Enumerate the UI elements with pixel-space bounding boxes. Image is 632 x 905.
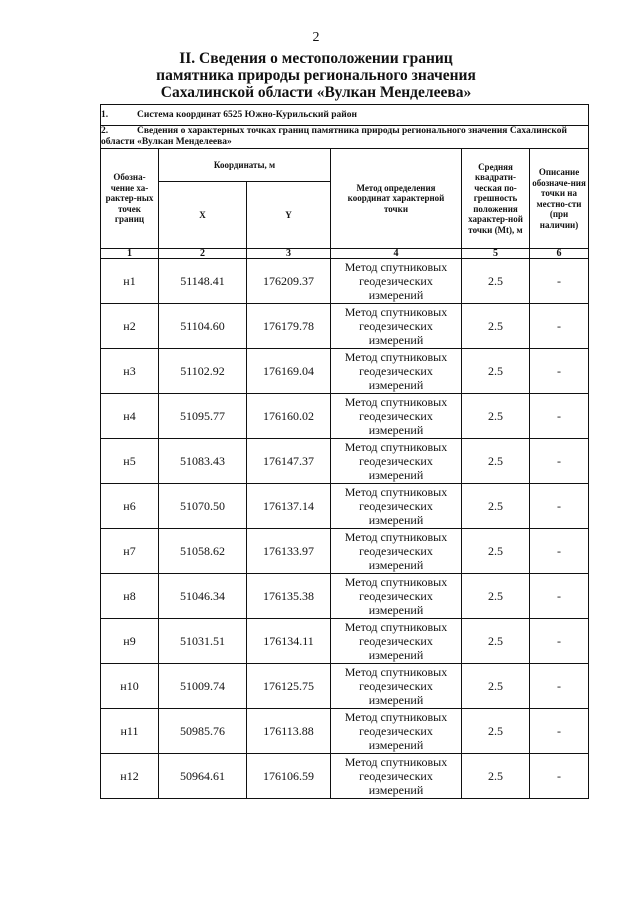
description-value: - bbox=[530, 439, 589, 484]
y-value: 176113.88 bbox=[247, 709, 331, 754]
method-value: Метод спутниковых геодезических измерений bbox=[331, 304, 462, 349]
table-row bbox=[101, 529, 589, 574]
x-value: 51083.43 bbox=[159, 439, 247, 484]
point-label: н10 bbox=[101, 664, 159, 709]
y-value: 176160.02 bbox=[247, 394, 331, 439]
y-value: 176125.75 bbox=[247, 664, 331, 709]
accuracy-value: 2.5 bbox=[462, 754, 530, 799]
description-value: - bbox=[530, 619, 589, 664]
accuracy-value: 2.5 bbox=[462, 709, 530, 754]
table-row bbox=[101, 664, 589, 709]
header-coordinates: Координаты, м bbox=[159, 149, 331, 182]
header-description: Описание обозначе-ния точки на местно-сти (при наличии) bbox=[530, 149, 589, 249]
accuracy-value: 2.5 bbox=[462, 304, 530, 349]
method-value: Метод спутниковых геодезических измерений bbox=[331, 529, 462, 574]
header-point: Обозна-чение ха-рактер-ных точек границ bbox=[101, 149, 159, 249]
y-value: 176106.59 bbox=[247, 754, 331, 799]
method-value: Метод спутниковых геодезических измерений bbox=[331, 619, 462, 664]
x-value: 50964.61 bbox=[159, 754, 247, 799]
x-value: 51104.60 bbox=[159, 304, 247, 349]
title-line-3: Сахалинской области «Вулкан Менделеева» bbox=[160, 84, 472, 101]
y-value: 176169.04 bbox=[247, 349, 331, 394]
method-value: Метод спутниковых геодезических измерений bbox=[331, 664, 462, 709]
table-row bbox=[101, 349, 589, 394]
accuracy-value: 2.5 bbox=[462, 529, 530, 574]
boundary-info-row bbox=[101, 126, 589, 149]
coordinate-system-row bbox=[101, 105, 589, 126]
x-value: 51009.74 bbox=[159, 664, 247, 709]
column-numbers-row bbox=[101, 249, 589, 259]
method-value: Метод спутниковых геодезических измерений bbox=[331, 439, 462, 484]
x-value: 51070.50 bbox=[159, 484, 247, 529]
header-accuracy: Средняя квадрати-ческая по-грешность положения характер-ной точки (Mt), м bbox=[462, 149, 530, 249]
point-label: н8 bbox=[101, 574, 159, 619]
x-value: 51102.92 bbox=[159, 349, 247, 394]
method-value: Метод спутниковых геодезических измерений bbox=[331, 259, 462, 304]
description-value: - bbox=[530, 529, 589, 574]
point-label: н3 bbox=[101, 349, 159, 394]
column-number-3: 3 bbox=[247, 249, 331, 259]
header-row bbox=[101, 149, 589, 182]
accuracy-value: 2.5 bbox=[462, 484, 530, 529]
description-value: - bbox=[530, 259, 589, 304]
title-line-1: II. Сведения о местоположении границ bbox=[179, 50, 453, 67]
x-value: 51046.34 bbox=[159, 574, 247, 619]
coordinate-system-number: 1. bbox=[101, 109, 109, 120]
table-body bbox=[101, 259, 589, 799]
description-value: - bbox=[530, 304, 589, 349]
method-value: Метод спутниковых геодезических измерений bbox=[331, 394, 462, 439]
document-title bbox=[0, 50, 632, 101]
y-value: 176209.37 bbox=[247, 259, 331, 304]
x-value: 51095.77 bbox=[159, 394, 247, 439]
x-value: 50985.76 bbox=[159, 709, 247, 754]
description-value: - bbox=[530, 394, 589, 439]
description-value: - bbox=[530, 574, 589, 619]
title-line-2: памятника природы регионального значения bbox=[156, 67, 476, 84]
method-value: Метод спутниковых геодезических измерений bbox=[331, 484, 462, 529]
table-row bbox=[101, 394, 589, 439]
point-label: н4 bbox=[101, 394, 159, 439]
header-y: Y bbox=[247, 182, 331, 249]
page-number: 2 bbox=[312, 30, 320, 45]
x-value: 51148.41 bbox=[159, 259, 247, 304]
y-value: 176179.78 bbox=[247, 304, 331, 349]
y-value: 176135.38 bbox=[247, 574, 331, 619]
y-value: 176134.11 bbox=[247, 619, 331, 664]
table-row bbox=[101, 439, 589, 484]
boundary-info-text: Сведения о характерных точках границ памятника природы регионального значения Сахалинской области «Вулкан Менделеева» bbox=[101, 126, 567, 147]
header-method: Метод определения координат характерной точки bbox=[331, 149, 462, 249]
x-value: 51031.51 bbox=[159, 619, 247, 664]
table-row bbox=[101, 619, 589, 664]
header-x: X bbox=[159, 182, 247, 249]
method-value: Метод спутниковых геодезических измерений bbox=[331, 574, 462, 619]
y-value: 176147.37 bbox=[247, 439, 331, 484]
description-value: - bbox=[530, 664, 589, 709]
description-value: - bbox=[530, 349, 589, 394]
table-row bbox=[101, 754, 589, 799]
column-number-1: 1 bbox=[101, 249, 159, 259]
accuracy-value: 2.5 bbox=[462, 619, 530, 664]
point-label: н12 bbox=[101, 754, 159, 799]
description-value: - bbox=[530, 754, 589, 799]
point-label: н5 bbox=[101, 439, 159, 484]
point-label: н9 bbox=[101, 619, 159, 664]
table-row bbox=[101, 304, 589, 349]
column-number-5: 5 bbox=[462, 249, 530, 259]
point-label: н1 bbox=[101, 259, 159, 304]
accuracy-value: 2.5 bbox=[462, 349, 530, 394]
method-value: Метод спутниковых геодезических измерений bbox=[331, 349, 462, 394]
table-row bbox=[101, 574, 589, 619]
accuracy-value: 2.5 bbox=[462, 259, 530, 304]
table-row bbox=[101, 259, 589, 304]
accuracy-value: 2.5 bbox=[462, 574, 530, 619]
method-value: Метод спутниковых геодезических измерений bbox=[331, 709, 462, 754]
accuracy-value: 2.5 bbox=[462, 394, 530, 439]
point-label: н2 bbox=[101, 304, 159, 349]
description-value: - bbox=[530, 484, 589, 529]
point-label: н7 bbox=[101, 529, 159, 574]
boundary-points-table bbox=[100, 104, 589, 799]
column-number-6: 6 bbox=[530, 249, 589, 259]
table-row bbox=[101, 709, 589, 754]
y-value: 176137.14 bbox=[247, 484, 331, 529]
boundary-info-number: 2. bbox=[101, 126, 109, 136]
column-number-4: 4 bbox=[331, 249, 462, 259]
point-label: н6 bbox=[101, 484, 159, 529]
table-row bbox=[101, 484, 589, 529]
column-number-2: 2 bbox=[159, 249, 247, 259]
y-value: 176133.97 bbox=[247, 529, 331, 574]
method-value: Метод спутниковых геодезических измерений bbox=[331, 754, 462, 799]
description-value: - bbox=[530, 709, 589, 754]
accuracy-value: 2.5 bbox=[462, 439, 530, 484]
accuracy-value: 2.5 bbox=[462, 664, 530, 709]
x-value: 51058.62 bbox=[159, 529, 247, 574]
coordinate-system-text: Система координат 6525 Южно-Курильский район bbox=[137, 109, 357, 120]
point-label: н11 bbox=[101, 709, 159, 754]
